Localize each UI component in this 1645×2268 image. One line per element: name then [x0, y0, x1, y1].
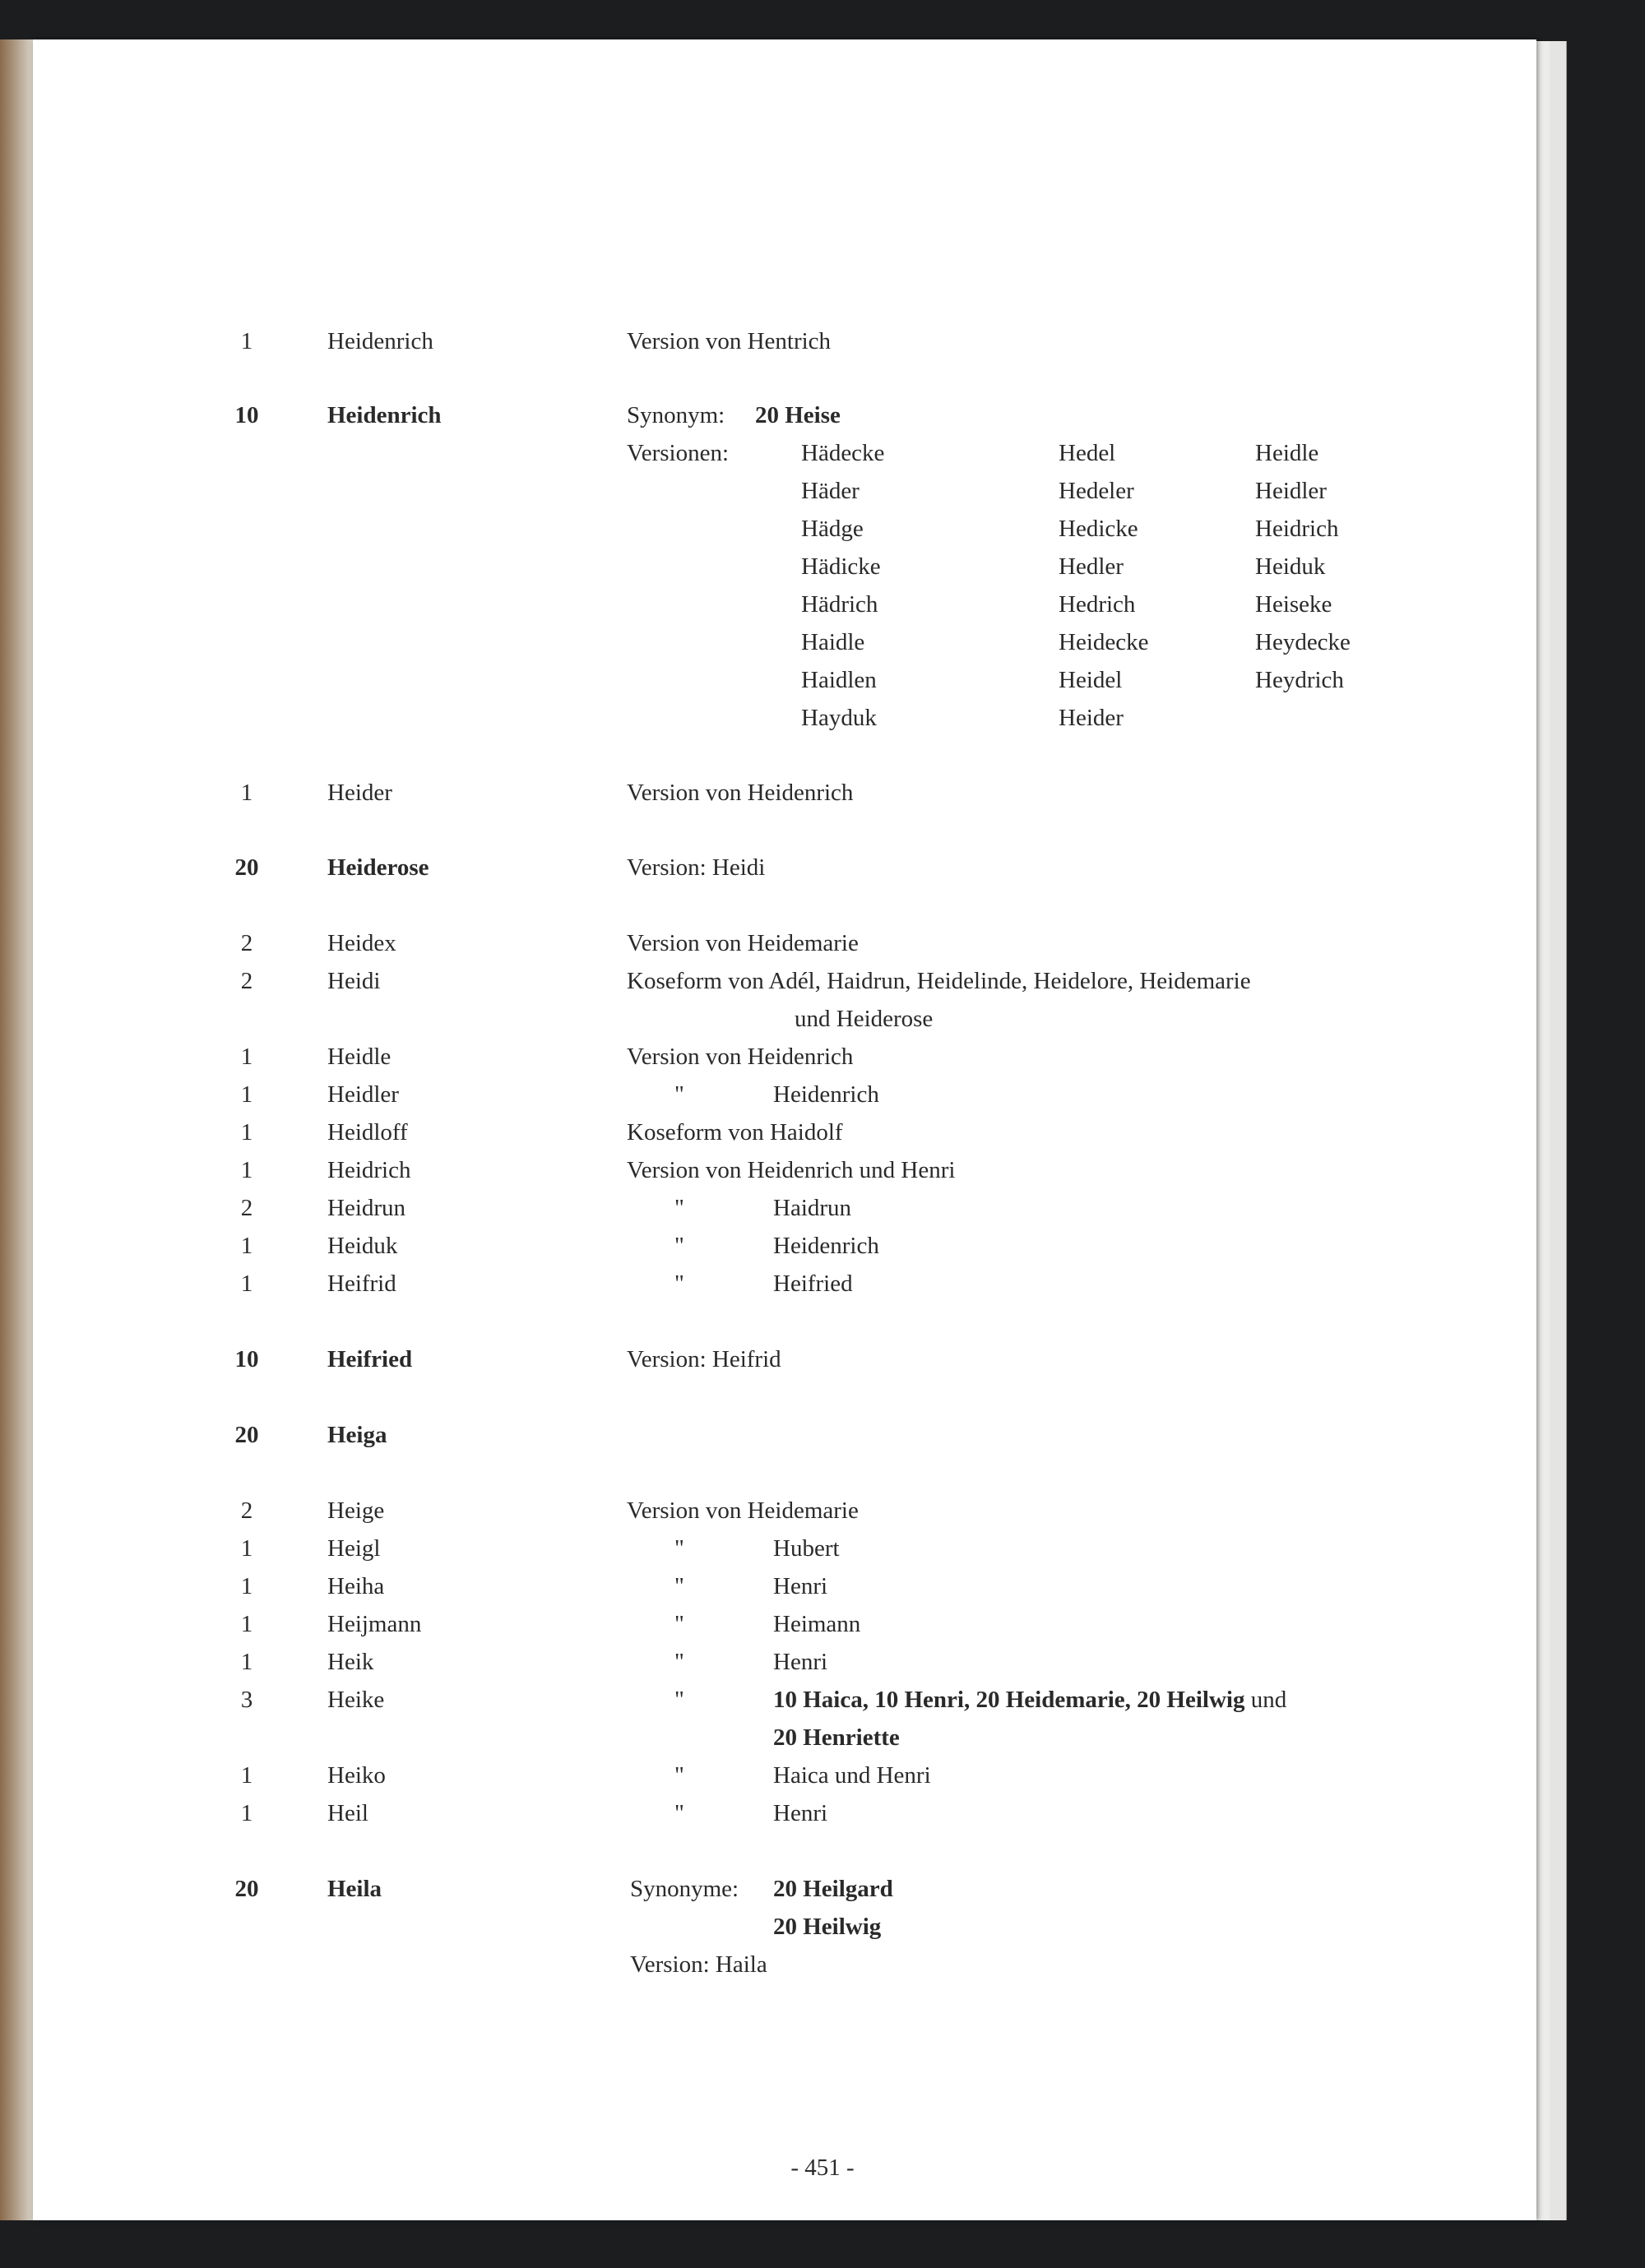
- version-name: Haidlen: [801, 667, 877, 693]
- list-item: [33, 396, 1536, 434]
- synonym-value: 20 Heise: [755, 402, 841, 428]
- ditto-mark: ": [674, 1573, 684, 1599]
- frequency-number: 2: [240, 968, 253, 994]
- entry-name: Heil: [327, 1800, 368, 1826]
- ditto-mark: ": [674, 1649, 684, 1675]
- entry-reference: Henri: [773, 1573, 828, 1599]
- synonym-value: 20 Heilwig: [773, 1914, 882, 1940]
- entry-name: Heige: [327, 1497, 385, 1524]
- entry-reference: 10 Haica, 10 Henri, 20 Heidemarie, 20 Heilwig: [773, 1687, 1245, 1713]
- list-item: [33, 1605, 1536, 1643]
- list-item: [33, 1340, 1536, 1378]
- list-item: [33, 1530, 1536, 1567]
- version-name: Heydrich: [1255, 667, 1344, 693]
- entry-description: Version von Heidemarie: [627, 1497, 859, 1524]
- version-name: Heidrich: [1255, 516, 1339, 542]
- list-item: [33, 322, 1536, 360]
- ditto-mark: ": [674, 1611, 684, 1637]
- entry-reference: Hubert: [773, 1535, 840, 1562]
- frequency-number: 1: [240, 1535, 253, 1562]
- book-page: [33, 39, 1536, 2220]
- list-item: [33, 849, 1536, 886]
- frequency-number: 1: [240, 1157, 253, 1183]
- entry-description: Version von Heidenrich und Henri: [627, 1157, 956, 1183]
- list-item: [33, 1416, 1536, 1454]
- versions-row: [33, 548, 1536, 586]
- entry-name: Heifrid: [327, 1271, 396, 1297]
- synonym-label: Synonym:: [627, 402, 725, 428]
- frequency-number: 1: [240, 1649, 253, 1675]
- entry-reference: Heifried: [773, 1271, 853, 1297]
- version-name: Heidler: [1255, 478, 1327, 504]
- synonym-value: 20 Heilgard: [773, 1876, 893, 1902]
- synonym-label: Synonyme:: [630, 1876, 739, 1902]
- frequency-number: 10: [234, 1346, 259, 1372]
- entry-description: Version: Heidi: [627, 854, 766, 881]
- entry-name: Heidler: [327, 1081, 399, 1108]
- frequency-number: 2: [240, 1195, 253, 1221]
- version-name: Hayduk: [801, 705, 877, 731]
- list-item: [33, 1681, 1536, 1719]
- ditto-mark: ": [674, 1195, 684, 1221]
- list-item: [33, 1038, 1536, 1076]
- version-name: Heidel: [1059, 667, 1123, 693]
- entry-reference: Henri: [773, 1800, 828, 1826]
- entry-name: Heiduk: [327, 1233, 398, 1259]
- entry-description: Version von Heidenrich: [627, 780, 854, 806]
- version-name: Hedeler: [1059, 478, 1134, 504]
- entry-name: Heidi: [327, 968, 381, 994]
- versions-row: [33, 661, 1536, 699]
- book-spine-edge: [0, 39, 33, 2220]
- version-name: Hedler: [1059, 553, 1124, 580]
- version-name: Heiduk: [1255, 553, 1326, 580]
- frequency-number: 1: [240, 1081, 253, 1108]
- list-item: [33, 1757, 1536, 1794]
- frequency-number: 1: [240, 328, 253, 354]
- entry-description: Version von Heidenrich: [627, 1044, 854, 1070]
- versions-row: [33, 472, 1536, 510]
- entry-description: und Heiderose: [795, 1006, 934, 1032]
- version-name: Heidecke: [1059, 629, 1149, 655]
- list-item: [33, 1113, 1536, 1151]
- entry-reference: Heidenrich: [773, 1081, 879, 1108]
- entry-reference: Henri: [773, 1649, 828, 1675]
- entry-name: Heila: [327, 1876, 382, 1902]
- frequency-number: 3: [240, 1687, 253, 1713]
- entry-name: Heiko: [327, 1762, 386, 1789]
- list-item: [33, 1794, 1536, 1832]
- list-item: [33, 1076, 1536, 1113]
- frequency-number: 1: [240, 1611, 253, 1637]
- entry-reference: Haidrun: [773, 1195, 852, 1221]
- versions-row: [33, 699, 1536, 737]
- version-name: Heidle: [1255, 440, 1319, 466]
- ditto-mark: ": [674, 1081, 684, 1108]
- frequency-number: 1: [240, 1044, 253, 1070]
- list-item-continuation: [33, 1719, 1536, 1757]
- versions-label: Versionen:: [627, 440, 730, 466]
- entry-name: Heiderose: [327, 854, 429, 881]
- version-name: Hädicke: [801, 553, 881, 580]
- version-name: Heider: [1059, 705, 1124, 731]
- list-item: [33, 1189, 1536, 1227]
- entry-name: Heider: [327, 780, 392, 806]
- entry-name: Heidrich: [327, 1157, 411, 1183]
- versions-row: [33, 586, 1536, 623]
- entry-description: Version: Heifrid: [627, 1346, 781, 1372]
- ditto-mark: ": [674, 1762, 684, 1789]
- ditto-mark: ": [674, 1800, 684, 1826]
- frequency-number: 20: [234, 1876, 259, 1902]
- frequency-number: 1: [240, 1233, 253, 1259]
- entry-name: Heijmann: [327, 1611, 422, 1637]
- versions-row: [33, 510, 1536, 548]
- frequency-number: 20: [234, 1422, 259, 1448]
- entry-description: Version von Hentrich: [627, 328, 832, 354]
- version-name: Hedel: [1059, 440, 1116, 466]
- frequency-number: 1: [240, 1762, 253, 1789]
- list-item: [33, 1151, 1536, 1189]
- frequency-number: 1: [240, 780, 253, 806]
- entry-name: Heidrun: [327, 1195, 406, 1221]
- version-name: Hädge: [801, 516, 864, 542]
- list-item: [33, 1492, 1536, 1530]
- list-item: [33, 1870, 1536, 1908]
- list-item: [33, 1265, 1536, 1303]
- entry-name: Heik: [327, 1649, 374, 1675]
- entry-name: Heiha: [327, 1573, 385, 1599]
- entry-name: Heiga: [327, 1422, 387, 1448]
- frequency-number: 2: [240, 930, 253, 956]
- list-item: [33, 1227, 1536, 1265]
- entry-name: Heike: [327, 1687, 385, 1713]
- list-item: [33, 962, 1536, 1000]
- entry-description: Version von Heidemarie: [627, 930, 859, 956]
- frequency-number: 20: [234, 854, 259, 881]
- list-item: [33, 774, 1536, 812]
- entry-reference: 20 Henriette: [773, 1724, 900, 1751]
- frequency-number: 2: [240, 1497, 253, 1524]
- entry-description: Version: Haila: [630, 1951, 767, 1978]
- list-item-continuation: [33, 1000, 1536, 1038]
- entry-name: Heidenrich: [327, 328, 433, 354]
- entry-name: Heifried: [327, 1346, 413, 1372]
- entry-reference: Haica und Henri: [773, 1762, 931, 1789]
- version-name: Hedicke: [1059, 516, 1138, 542]
- frequency-number: 1: [240, 1271, 253, 1297]
- ditto-mark: ": [674, 1535, 684, 1562]
- entry-description: Koseform von Adél, Haidrun, Heidelinde, Heidelore, Heidemarie: [627, 968, 1251, 994]
- list-item: [33, 1643, 1536, 1681]
- version-name: Hädrich: [801, 591, 878, 618]
- version-name: Heiseke: [1255, 591, 1332, 618]
- frequency-number: 1: [240, 1573, 253, 1599]
- version-name: Hädecke: [801, 440, 885, 466]
- list-item-continuation: [33, 1946, 1536, 1983]
- entry-reference-conjunction: und: [1244, 1687, 1287, 1713]
- list-item: [33, 924, 1536, 962]
- entry-reference-group: [773, 1681, 1286, 1719]
- versions-row: [33, 623, 1536, 661]
- name-dictionary-list: [33, 39, 1536, 2220]
- version-name: Hedrich: [1059, 591, 1136, 618]
- list-item-continuation: [33, 1908, 1536, 1946]
- version-name: Häder: [801, 478, 860, 504]
- frequency-number: 10: [234, 402, 259, 428]
- page-number: - 451 -: [790, 2155, 855, 2181]
- ditto-mark: ": [674, 1271, 684, 1297]
- ditto-mark: ": [674, 1233, 684, 1259]
- ditto-mark: ": [674, 1687, 684, 1713]
- list-item: [33, 1567, 1536, 1605]
- entry-reference: Heidenrich: [773, 1233, 879, 1259]
- entry-name: Heidex: [327, 930, 396, 956]
- versions-row: [33, 434, 1536, 472]
- version-name: Haidle: [801, 629, 865, 655]
- entry-description: Koseform von Haidolf: [627, 1119, 843, 1146]
- frequency-number: 1: [240, 1800, 253, 1826]
- entry-reference: Heimann: [773, 1611, 861, 1637]
- frequency-number: 1: [240, 1119, 253, 1146]
- entry-name: Heidenrich: [327, 402, 442, 428]
- entry-name: Heidloff: [327, 1119, 408, 1146]
- entry-name: Heidle: [327, 1044, 392, 1070]
- version-name: Heydecke: [1255, 629, 1351, 655]
- entry-name: Heigl: [327, 1535, 381, 1562]
